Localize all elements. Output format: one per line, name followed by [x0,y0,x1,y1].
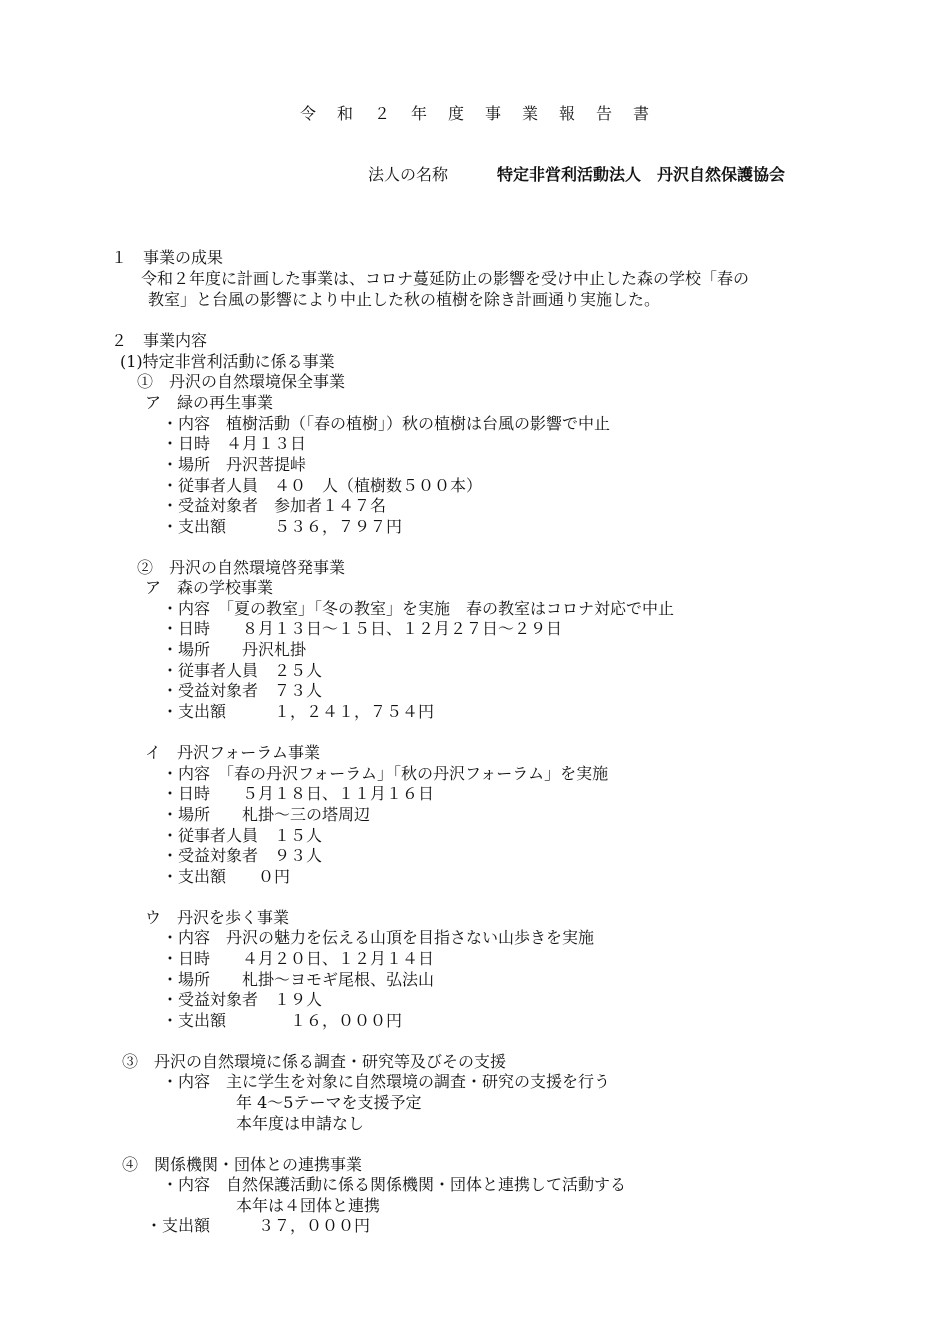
org-label: 法人の名称 [368,165,449,184]
category-heading: ① 丹沢の自然環境保全事業 [137,372,346,391]
detail-expense: ・支出額 １，２４１，７５４円 [162,702,435,721]
detail-expense: ・支出額 １６，０００円 [162,1011,403,1030]
detail-beneficiary: ・受益対象者 ９３人 [162,846,323,865]
detail-staff: ・従事者人員 ４０ 人（植樹数５００本） [162,476,483,495]
detail-beneficiary: ・受益対象者 参加者１４７名 [162,496,387,515]
project-heading: ウ 丹沢を歩く事業 [145,908,290,927]
detail-content: ・内容 丹沢の魅力を伝える山頂を目指さない山歩きを実施 [162,928,595,947]
page-title: 令和２年度事業報告書 [300,104,671,123]
detail-staff: ・従事者人員 １５人 [162,826,323,845]
project-heading: イ 丹沢フォーラム事業 [145,743,321,762]
detail-beneficiary: ・受益対象者 １９人 [162,990,323,1009]
project-heading: ア 緑の再生事業 [145,393,274,412]
detail-place: ・場所 丹沢札掛 [162,640,307,659]
detail-place: ・場所 丹沢菩提峠 [162,455,307,474]
detail-date: ・日時 ４月２０日、１２月１４日 [162,949,435,968]
category-heading: ④ 関係機関・団体との連携事業 [122,1155,363,1174]
detail-continuation: 年 4～5テーマを支援予定 [236,1093,422,1112]
detail-content: ・内容 自然保護活動に係る関係機関・団体と連携して活動する [162,1175,627,1194]
detail-place: ・場所 札掛～三の塔周辺 [162,805,371,824]
category-heading: ③ 丹沢の自然環境に係る調査・研究等及びその支援 [122,1052,507,1071]
category-heading: ② 丹沢の自然環境啓発事業 [137,558,346,577]
section-1-text: 教室」と台風の影響により中止した秋の植樹を除き計画通り実施した。 [148,290,661,309]
detail-content: ・内容 主に学生を対象に自然環境の調査・研究の支援を行う [162,1072,611,1091]
detail-content: ・内容 植樹活動（「春の植樹」）秋の植樹は台風の影響で中止 [162,414,611,433]
org-name: 特定非営利活動法人 丹沢自然保護協会 [497,165,786,184]
detail-content: ・内容 「春の丹沢フォーラム」「秋の丹沢フォーラム」を実施 [162,764,609,783]
project-heading: ア 森の学校事業 [145,578,274,597]
section-1-text: 令和２年度に計画した事業は、コロナ蔓延防止の影響を受け中止した森の学校「春の [141,269,750,288]
detail-continuation: 本年度は申請なし [236,1114,365,1133]
detail-content: ・内容 「夏の教室」「冬の教室」を実施 春の教室はコロナ対応で中止 [162,599,675,618]
detail-expense: ・支出額 ０円 [162,867,291,886]
detail-date: ・日時 ４月１３日 [162,434,307,453]
detail-place: ・場所 札掛～ヨモギ尾根、弘法山 [162,970,435,989]
subsection-heading: (1)特定非営利活動に係る事業 [120,352,335,371]
section-2-heading: ２ 事業内容 [111,331,208,350]
section-1-heading: １ 事業の成果 [111,248,224,267]
detail-date: ・日時 ５月１８日、１１月１６日 [162,784,435,803]
detail-expense: ・支出額 ３７，０００円 [146,1216,371,1235]
detail-beneficiary: ・受益対象者 ７３人 [162,681,323,700]
detail-continuation: 本年は４団体と連携 [236,1196,381,1215]
detail-date: ・日時 ８月１３日～１５日、１２月２７日～２９日 [162,619,563,638]
detail-staff: ・従事者人員 ２５人 [162,661,323,680]
detail-expense: ・支出額 ５３６，７９７円 [162,517,403,536]
